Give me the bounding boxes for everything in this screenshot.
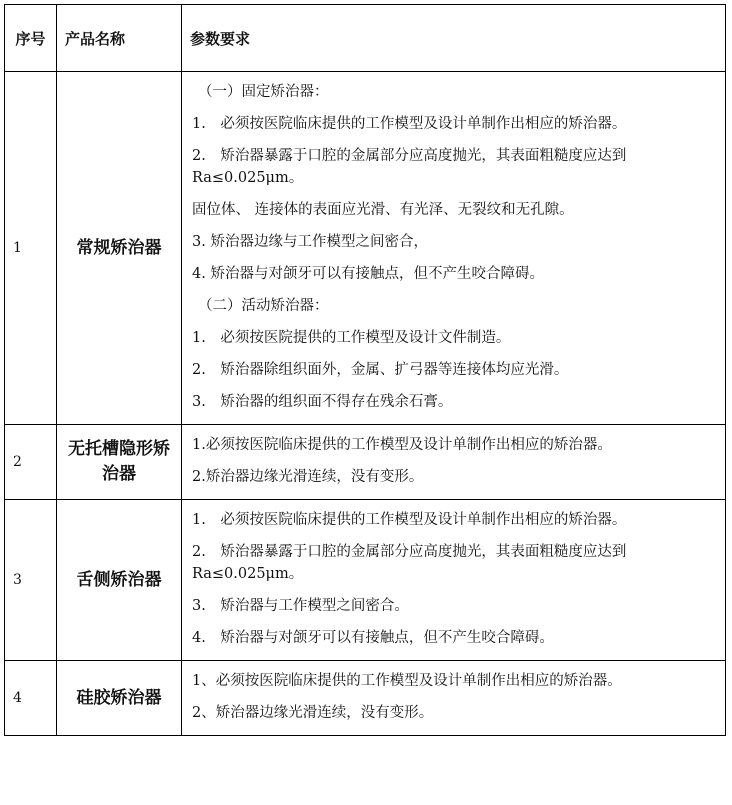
header-req: 参数要求 [182,5,726,72]
table-row [5,425,726,500]
header-no: 序号 [5,5,57,72]
requirement-line: 2. 矫治器暴露于口腔的金属部分应高度抛光，其表面粗糙度应达到 Ra≤0.025μm。 [192,148,627,186]
requirements-cell [182,425,726,500]
requirement-line: 2、矫治器边缘光滑连续，没有变形。 [192,705,434,721]
requirement-line: 3. 矫治器的组织面不得存在残余石膏。 [192,394,453,410]
requirement-line: 4. 矫治器与对颌牙可以有接触点，但不产生咬合障碍。 [192,630,554,646]
product-name: 常规矫治器 [57,72,182,425]
requirement-line: 1.必须按医院临床提供的工作模型及设计单制作出相应的矫治器。 [192,437,612,453]
requirement-line: 2. 矫治器暴露于口腔的金属部分应高度抛光，其表面粗糙度应达到 Ra≤0.025μm。 [192,544,627,582]
requirement-line: 1、必须按医院临床提供的工作模型及设计单制作出相应的矫治器。 [192,673,622,689]
requirements-cell [182,72,726,425]
row-number: 3 [5,500,57,661]
product-name: 硅胶矫治器 [57,661,182,736]
product-name: 舌侧矫治器 [57,500,182,661]
header-row [5,5,726,72]
requirement-line: 固位体、 连接体的表面应光滑、有光泽、无裂纹和无孔隙。 [192,202,574,218]
requirements-cell [182,500,726,661]
table-row [5,72,726,425]
requirement-line: 2.矫治器边缘光滑连续，没有变形。 [192,469,424,485]
requirement-line: （一）固定矫治器： [198,84,329,100]
requirement-line: （二）活动矫治器： [198,298,329,314]
row-number: 1 [5,72,57,425]
requirement-line: 2. 矫治器除组织面外，金属、扩弓器等连接体均应光滑。 [192,362,569,378]
requirement-line: 1. 必须按医院临床提供的工作模型及设计单制作出相应的矫治器。 [192,116,627,132]
requirement-line: 3. 矫治器与工作模型之间密合。 [192,598,409,614]
requirement-line: 1. 必须按医院提供的工作模型及设计文件制造。 [192,330,511,346]
header-name: 产品名称 [57,5,182,72]
row-number: 2 [5,425,57,500]
row-number: 4 [5,661,57,736]
product-name: 无托槽隐形矫治器 [57,425,182,500]
table-row [5,661,726,736]
requirement-line: 3. 矫治器边缘与工作模型之间密合， [192,234,428,250]
requirement-line: 4. 矫治器与对颌牙可以有接触点，但不产生咬合障碍。 [192,266,544,282]
requirements-cell [182,661,726,736]
table-row [5,500,726,661]
requirements-table [4,4,726,736]
requirement-line: 1. 必须按医院临床提供的工作模型及设计单制作出相应的矫治器。 [192,512,627,528]
